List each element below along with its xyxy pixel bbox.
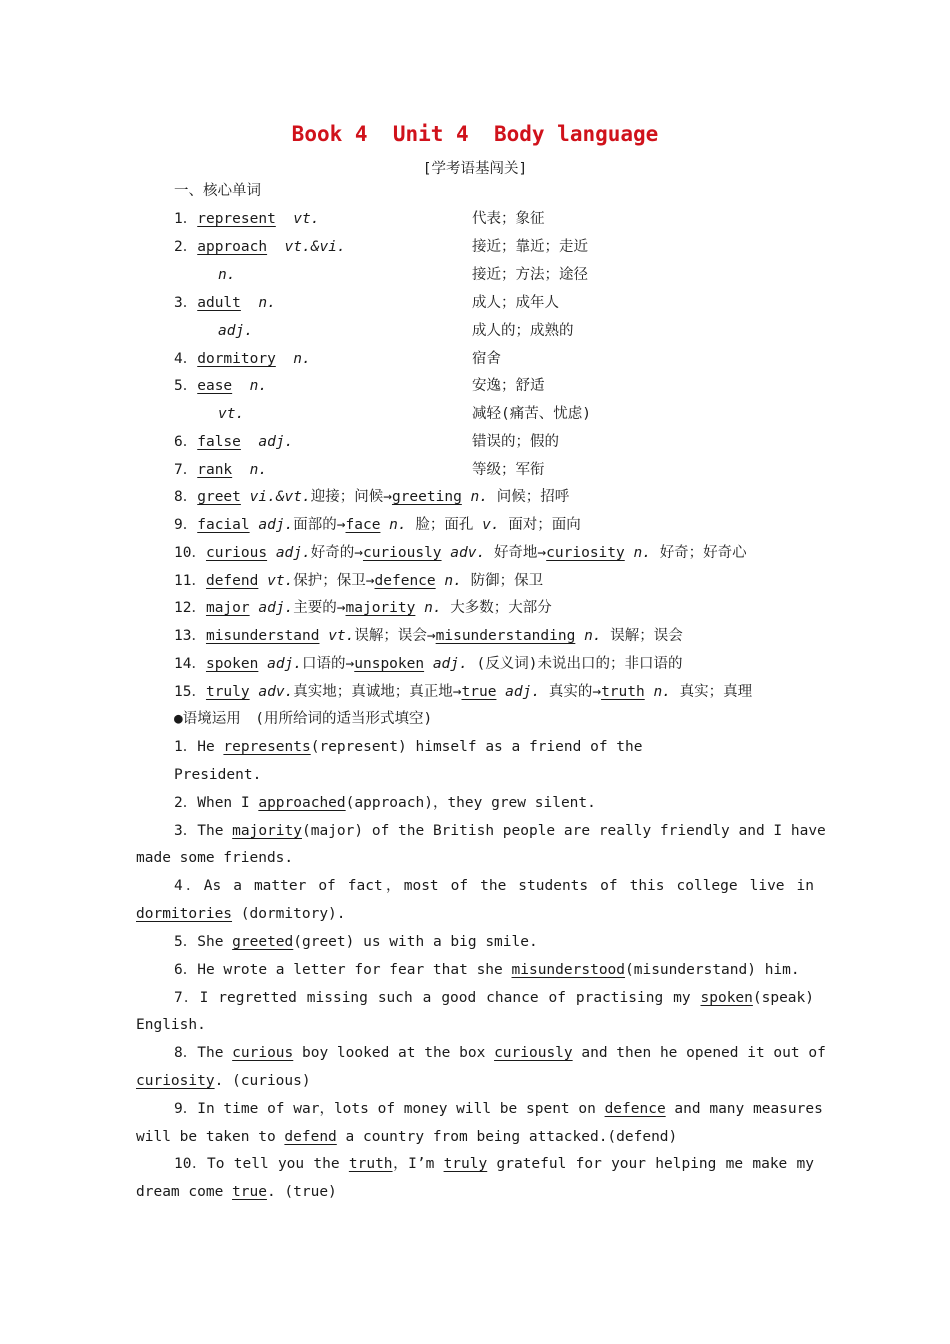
- exercise-10: 10．To tell you the truth，I’m truly grateful for your helping me make my: [174, 1156, 815, 1172]
- part-of-speech: n.: [249, 378, 268, 394]
- answer-blank: defence: [604, 1101, 666, 1117]
- vocab-meaning: 代表；象征: [472, 211, 545, 227]
- vocab-word: misunderstanding: [435, 628, 576, 644]
- vocab-word: represent: [197, 211, 276, 227]
- vocab-entry: 7．rank n.: [174, 462, 268, 478]
- answer-blank: misunderstood: [511, 962, 626, 978]
- vocab-word: misunderstand: [205, 628, 320, 644]
- answer-blank: truly: [443, 1156, 488, 1172]
- vocab-meaning: 宿舍: [472, 351, 501, 367]
- exercise-7: 7．I regretted missing such a good chance of practising my spoken(speak): [174, 990, 814, 1006]
- exercise-9-cont: will be taken to defend a country from being attacked.(defend): [136, 1129, 678, 1145]
- vocab-word: majority: [345, 600, 416, 616]
- answer-blank: spoken: [700, 990, 753, 1006]
- vocab-meaning: 接近；靠近；走近: [472, 239, 588, 255]
- section-heading-context: ●语境运用 (用所给词的适当形式填空): [174, 711, 433, 727]
- exercise-1-cont: President.: [174, 767, 262, 783]
- answer-blank: greeted: [232, 934, 294, 950]
- answer-blank: curiosity: [136, 1073, 215, 1089]
- vocab-entry: [174, 265, 235, 285]
- vocab-entry: 3．adult n.: [174, 295, 276, 311]
- derivation-entry: 12．major adj.主要的→majority n. 大多数；大部分: [174, 600, 552, 616]
- vocab-meaning: 成人的；成熟的: [472, 323, 574, 339]
- vocab-meaning: 错误的；假的: [472, 434, 559, 450]
- answer-blank: dormitories: [136, 906, 233, 922]
- derivation-entry: 11．defend vt.保护；保卫→defence n. 防御；保卫: [174, 573, 544, 589]
- vocab-entry: 4．dormitory n.: [174, 351, 311, 367]
- section-subtitle: [学考语基闯关]: [422, 161, 528, 177]
- part-of-speech: n.: [258, 295, 276, 311]
- vocab-entry: [174, 404, 244, 424]
- part-of-speech: n.: [249, 462, 268, 478]
- vocab-word: unspoken: [354, 656, 425, 672]
- vocab-meaning: 减轻(痛苦、忧虑): [472, 406, 591, 422]
- part-of-speech: vt.: [218, 406, 245, 422]
- exercise-8: 8．The curious boy looked at the box curiously and then he opened it out of: [174, 1045, 826, 1061]
- vocab-meaning: 等级；军衔: [472, 462, 545, 478]
- part-of-speech: vt.&vi.: [284, 239, 346, 255]
- vocab-entry: 5．ease n.: [174, 378, 268, 394]
- vocab-word: true: [461, 684, 497, 700]
- exercise-6: 6．He wrote a letter for fear that she misunderstood(misunderstand) him.: [174, 962, 800, 978]
- answer-blank: defend: [284, 1129, 337, 1145]
- exercise-4-cont: dormitories (dormitory).: [136, 906, 346, 922]
- vocab-word: facial: [197, 517, 250, 533]
- answer-blank: approached: [258, 795, 346, 811]
- vocab-word: curiously: [362, 545, 442, 561]
- vocab-word: greet: [197, 489, 241, 505]
- exercise-5: 5．She greeted(greet) us with a big smile.: [174, 934, 538, 950]
- exercise-2: 2．When I approached(approach)，they grew silent.: [174, 795, 596, 811]
- vocab-entry: [174, 321, 253, 341]
- exercise-9: 9．In time of war，lots of money will be spent on defence and many measures: [174, 1101, 823, 1117]
- vocab-entry: 1．represent vt.: [174, 211, 320, 227]
- vocab-word: curiosity: [546, 545, 625, 561]
- exercise-7-cont: English.: [136, 1017, 206, 1033]
- derivation-entry: 9．facial adj.面部的→face n. 脸；面孔 v. 面对；面向: [174, 517, 581, 533]
- derivation-entry: 15．truly adv.真实地；真诚地；真正地→true adj. 真实的→truth n. 真实；真理: [174, 684, 753, 700]
- part-of-speech: vt.: [293, 211, 320, 227]
- vocab-meaning: 接近；方法；途径: [472, 267, 588, 283]
- vocab-word: truly: [205, 684, 250, 700]
- vocab-word: spoken: [205, 656, 259, 672]
- vocab-word: ease: [197, 378, 233, 394]
- vocab-word: defence: [374, 573, 436, 589]
- vocab-word: false: [197, 434, 241, 450]
- vocab-meaning: 成人；成年人: [472, 295, 559, 311]
- section-heading-core-words: 一、核心单词: [174, 183, 261, 199]
- page-title: Book 4 Unit 4 Body language: [291, 122, 659, 146]
- answer-blank: curious: [232, 1045, 294, 1061]
- answer-blank: truth: [348, 1156, 393, 1172]
- answer-blank: curiously: [494, 1045, 573, 1061]
- vocab-word: truth: [601, 684, 645, 700]
- exercise-4: 4．As a matter of fact，most of the students of this college live in: [174, 878, 814, 894]
- exercise-8-cont: curiosity. (curious): [136, 1073, 311, 1089]
- answer-blank: represents: [223, 739, 311, 755]
- exercise-10-cont: dream come true. (true): [136, 1184, 337, 1200]
- vocab-word: greeting: [391, 489, 462, 505]
- exercise-3-cont: made some friends.: [136, 850, 294, 866]
- exercise-1: 1．He represents(represent) himself as a friend of the: [174, 739, 643, 755]
- exercise-3: 3．The majority(major) of the British people are really friendly and I have: [174, 823, 826, 839]
- part-of-speech: adj.: [258, 434, 294, 450]
- vocab-word: face: [345, 517, 381, 533]
- derivation-entry: 13．misunderstand vt.误解；误会→misunderstanding n. 误解；误会: [174, 628, 683, 644]
- vocab-entry: 2．approach vt.&vi.: [174, 239, 346, 255]
- vocab-word: approach: [197, 239, 268, 255]
- vocab-word: dormitory: [197, 351, 276, 367]
- vocab-word: adult: [197, 295, 241, 311]
- part-of-speech: n.: [293, 351, 311, 367]
- vocab-entry: 6．false adj.: [174, 434, 294, 450]
- answer-blank: majority: [232, 823, 302, 839]
- part-of-speech: n.: [218, 267, 236, 283]
- vocab-word: major: [205, 600, 250, 616]
- vocab-word: rank: [197, 462, 233, 478]
- vocab-word: curious: [205, 545, 268, 561]
- part-of-speech: adj.: [218, 323, 253, 339]
- answer-blank: true: [232, 1184, 267, 1200]
- derivation-entry: 14．spoken adj.口语的→unspoken adj. (反义词)未说出口的；非口语的: [174, 656, 683, 672]
- derivation-entry: 10．curious adj.好奇的→curiously adv. 好奇地→curiosity n. 好奇；好奇心: [174, 545, 747, 561]
- vocab-meaning: 安逸；舒适: [472, 378, 545, 394]
- vocab-word: defend: [205, 573, 259, 589]
- derivation-entry: 8．greet vi.&vt.迎接；问候→greeting n. 问候；招呼: [174, 489, 570, 505]
